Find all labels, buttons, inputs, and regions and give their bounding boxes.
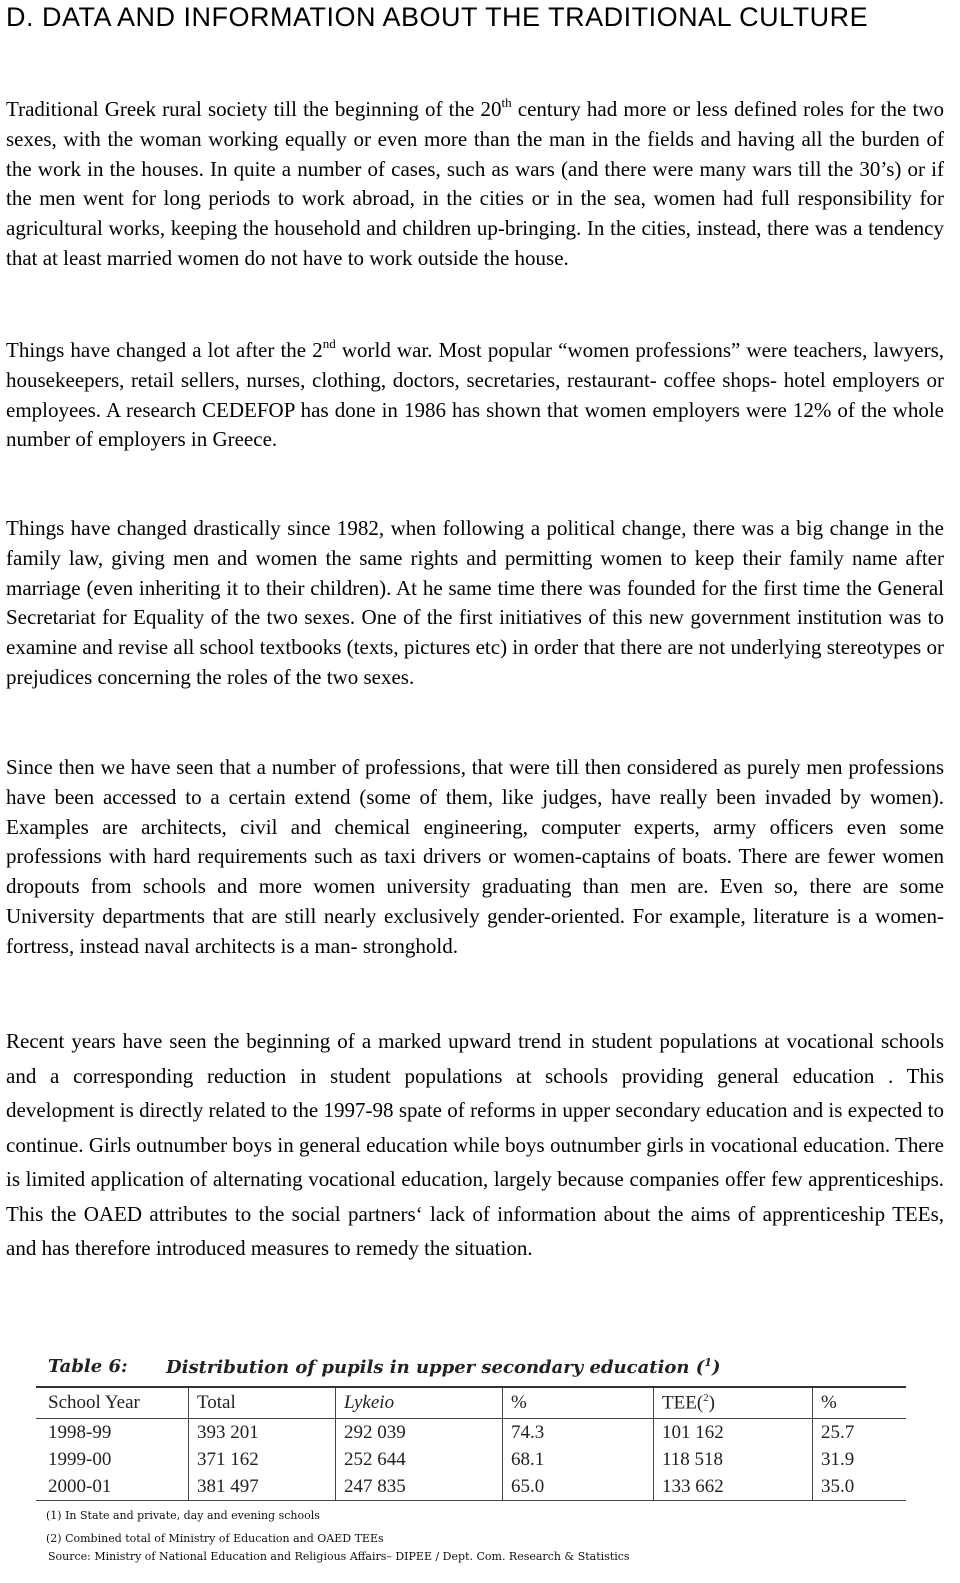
cell-total: 371 162 bbox=[189, 1446, 336, 1473]
table-title bbox=[166, 1356, 720, 1378]
p1-text-b: century had more or less defined roles for the two sexes, with the woman working equally or even more than the man in the fields and having all the burden of the work in the houses. In quite a number of cases, such as wars (and there were many wars till the 30’s) or if the men went for long periods to work abroad, in the cities or in the sea, women had full responsibility for agricultural works, keeping the household and children up-bringing. In the cities, instead, there was a tendency that at least married women do not have to work outside the house. bbox=[6, 97, 944, 270]
p2-text-b: world war. Most popular “women professions” were teachers, lawyers, housekeepers, retail sellers, nurses, clothing, doctors, secretaries, restaurant- coffee shops- hotel employers or employees. A research CEDEFOP has done in 1986 has shown that women employers were 12% of the whole number of employers in Greece. bbox=[6, 338, 945, 452]
header-percent-lykeio: % bbox=[503, 1388, 654, 1419]
cell-percent-lykeio: 68.1 bbox=[503, 1446, 654, 1473]
cell-lykeio: 247 835 bbox=[336, 1473, 503, 1500]
table-caption bbox=[36, 1352, 906, 1380]
cell-total: 393 201 bbox=[189, 1419, 336, 1447]
section-heading: D. DATA AND INFORMATION ABOUT THE TRADITIONAL CULTURE bbox=[6, 2, 869, 32]
table-footnote-2: (2) Combined total of Ministry of Education and OAED TEEs bbox=[46, 1532, 384, 1545]
cell-percent-tee: 31.9 bbox=[813, 1446, 907, 1473]
cell-year: 1998-99 bbox=[48, 1421, 112, 1443]
paragraph-post-war bbox=[6, 336, 944, 455]
table-row bbox=[36, 1419, 906, 1447]
table-title-text: Distribution of pupils in upper secondary education ( bbox=[166, 1357, 705, 1378]
table-header-row bbox=[36, 1388, 906, 1419]
paragraph-professions: Since then we have seen that a number of professions, that were till then considered as purely men professions have been accessed to a certain extend (some of them, like judges, have really been invaded by women). Examples are architects, civil and chemical engineering, computer experts, army officers even some professions with hard requirements such as taxi drivers or women-captains of boats. There are fewer women dropouts from schools and more women university graduating than men are. Even so, there are some University departments that are still nearly exclusively gender-oriented. For example, literature is a women- fortress, instead naval architects is a man- stronghold. bbox=[6, 755, 944, 958]
header-percent-tee: % bbox=[813, 1388, 907, 1419]
header-tee-text: TEE( bbox=[662, 1392, 704, 1414]
cell-tee: 133 662 bbox=[654, 1473, 813, 1500]
table-row bbox=[36, 1446, 906, 1473]
cell-lykeio: 252 644 bbox=[336, 1446, 503, 1473]
cell-percent-lykeio: 65.0 bbox=[503, 1473, 654, 1500]
table-6 bbox=[36, 1352, 906, 1545]
p1-superscript: th bbox=[501, 95, 512, 110]
distribution-table bbox=[36, 1388, 906, 1500]
cell-lykeio: 292 039 bbox=[336, 1419, 503, 1447]
cell-total: 381 497 bbox=[189, 1473, 336, 1500]
paragraph-family-law: Things have changed drastically since 1982, when following a political change, there was a big change in the family law, giving men and women the same rights and permitting women to keep their family name after marriage (even inheriting it to their children). At he same time there was founded for the first time the General Secretariat for Equality of the two sexes. One of the first initiatives of this new government institution was to examine and revise all school textbooks (texts, pictures etc) in order that there are not underlying stereotypes or prejudices concerning the roles of the two sexes. bbox=[6, 516, 944, 689]
header-lykeio: Lykeio bbox=[336, 1388, 503, 1419]
cell-year: 2000-01 bbox=[48, 1475, 112, 1497]
table-title-superscript: 1 bbox=[704, 1356, 712, 1369]
p2-superscript: nd bbox=[322, 336, 336, 351]
cell-tee: 118 518 bbox=[654, 1446, 813, 1473]
table-footnote-1: (1) In State and private, day and evening schools bbox=[46, 1509, 320, 1522]
p2-text-a: Things have changed a lot after the 2 bbox=[6, 338, 323, 362]
header-total: Total bbox=[189, 1388, 336, 1419]
header-tee-end: ) bbox=[708, 1392, 715, 1414]
header-tee-superscript: 2 bbox=[703, 1391, 709, 1404]
table-title-end: ) bbox=[711, 1357, 721, 1378]
paragraph-traditional-roles bbox=[6, 95, 944, 274]
header-tee bbox=[654, 1388, 813, 1419]
cell-year: 1999-00 bbox=[48, 1448, 112, 1470]
header-school-year: School Year bbox=[36, 1388, 189, 1419]
cell-tee: 101 162 bbox=[654, 1419, 813, 1447]
table-bottom-rule bbox=[36, 1500, 906, 1501]
cell-percent-tee: 25.7 bbox=[813, 1419, 907, 1447]
paragraph-vocational-trends: Recent years have seen the beginning of a marked upward trend in student populations at vocational schools and a corresponding reduction in student populations at schools providing general education . This development is directly related to the 1997-98 spate of reforms in upper secondary education and is expected to continue. Girls outnumber boys in general education while boys outnumber girls in vocational education. There is limited application of alternating vocational education, largely because companies offer few apprenticeships. This the OAED attributes to the social partners‘ lack of information about the aims of apprenticeship TEEs, and has therefore introduced measures to remedy the situation. bbox=[6, 1029, 944, 1260]
table-source: Source: Ministry of National Education and Religious Affairs– DIPEE / Dept. Com. Research & Statistics bbox=[48, 1550, 630, 1563]
cell-percent-lykeio: 74.3 bbox=[503, 1419, 654, 1447]
table-number: Table 6: bbox=[48, 1356, 128, 1377]
cell-percent-tee: 35.0 bbox=[813, 1473, 907, 1500]
p1-text-a: Traditional Greek rural society till the beginning of the 20 bbox=[6, 97, 502, 121]
table-row bbox=[36, 1473, 906, 1500]
